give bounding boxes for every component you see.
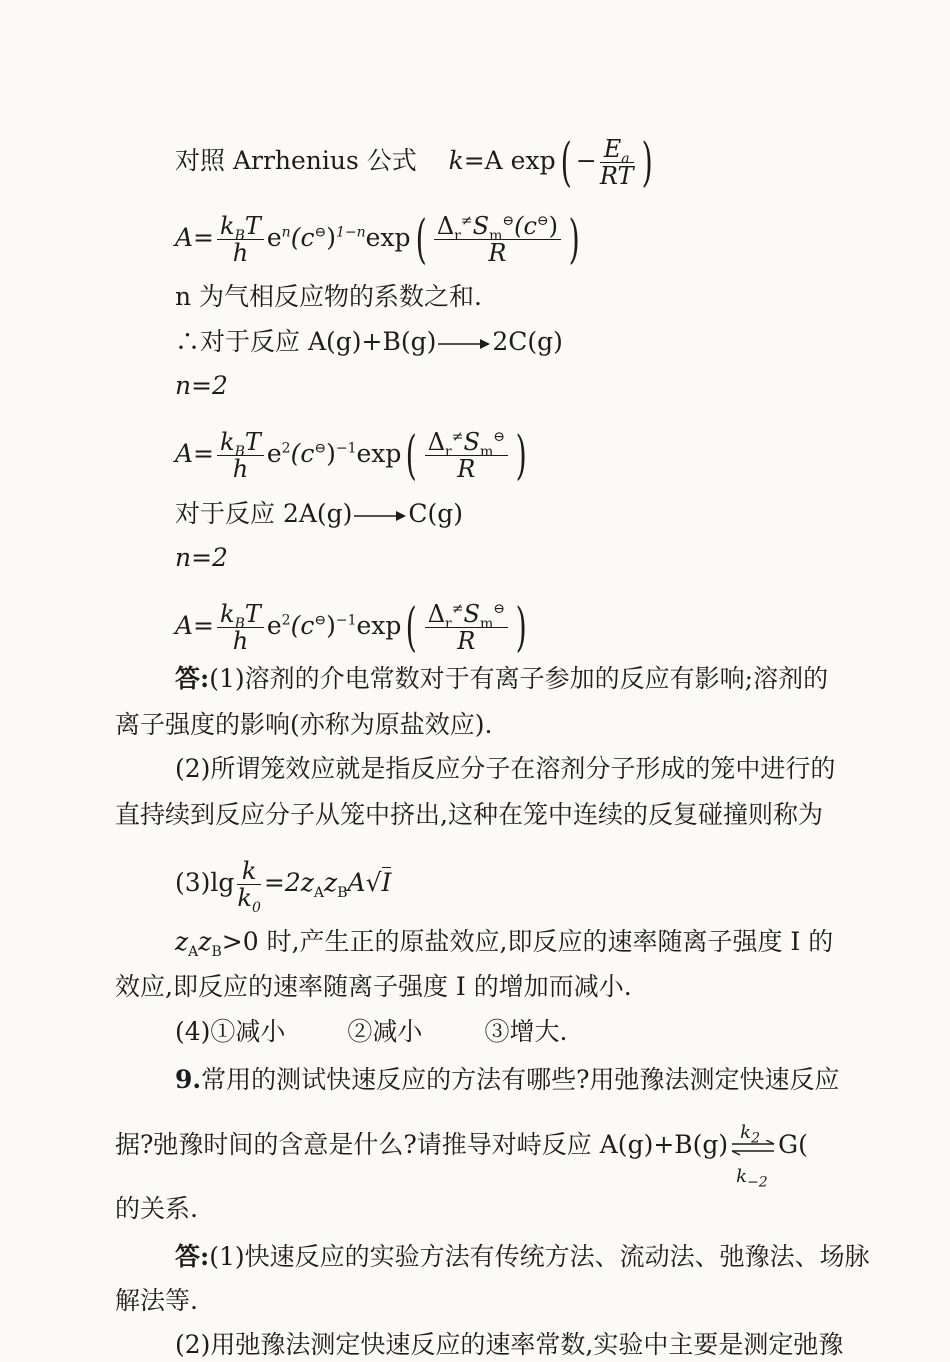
opposing-reaction-product: G(	[778, 1130, 808, 1159]
k2-sub: 2	[751, 1130, 760, 1147]
r-symbol: R	[457, 627, 476, 655]
ea-symbol: E	[603, 135, 622, 163]
kbt-over-h-fraction	[217, 601, 264, 654]
reaction-2-products: C(g)	[408, 499, 464, 528]
left-paren: (	[415, 209, 427, 270]
answer-2-continued: 直持续到反应分子从笼中挤出,这种在笼中连续的反复碰撞则称为	[115, 800, 823, 829]
question-9-text: 常用的测试快速反应的方法有哪些?用弛豫法测定快速反应	[201, 1065, 840, 1094]
delta-sub: r	[445, 443, 452, 460]
delta-sub: r	[454, 227, 461, 244]
s-sup: ⊖	[493, 601, 505, 617]
left-paren: (	[405, 597, 418, 658]
arrhenius-line	[175, 132, 657, 193]
pre-exponential-line-2	[175, 425, 531, 486]
equilibrium-arrow-icon	[730, 1140, 776, 1156]
arrhenius-eq: =A exp	[463, 146, 556, 175]
delta-symbol: Δ	[427, 428, 446, 456]
activation-sup: ≠	[460, 213, 473, 229]
kb-subscript: B	[234, 615, 245, 632]
c-standard: (c	[290, 439, 315, 468]
answer-label: 答:	[175, 664, 210, 693]
c-power: −1	[335, 612, 357, 629]
a-equals: A=	[175, 611, 215, 640]
answer-1-continued: 离子强度的影响(亦称为原盐效应).	[115, 710, 493, 739]
n-equals-2-first: n=2	[175, 371, 228, 400]
s-sub: m	[479, 615, 494, 632]
delta-symbol: Δ	[427, 600, 446, 628]
entropy-over-r-fraction	[434, 213, 561, 266]
sqrt-sign: √	[365, 868, 382, 897]
answer-4-item-2: ②减小	[347, 1017, 423, 1046]
reaction-1-reactants: ∴对于反应 A(g)+B(g)	[175, 327, 437, 356]
reaction-2-reactants: 对于反应 2A(g)	[175, 499, 353, 528]
c-standard-sup: ⊖	[314, 224, 327, 241]
s-sup: ⊖	[493, 429, 505, 445]
arrhenius-label: 对照 Arrhenius 公式	[175, 146, 417, 175]
e-base: e	[266, 223, 282, 252]
r-symbol: R	[457, 455, 476, 483]
question-9-line	[175, 1063, 840, 1097]
left-paren: (	[560, 132, 572, 193]
rt-denominator: RT	[599, 162, 634, 190]
answer-label: 答:	[175, 1242, 210, 1271]
reaction-1-line	[175, 325, 563, 359]
answer-4-item-1: (4)①减小	[175, 1017, 286, 1046]
c-power: −1	[335, 440, 357, 457]
right-paren: )	[568, 209, 580, 270]
delta-sub: r	[445, 615, 452, 632]
opposing-reaction-text: 据?弛豫时间的含意是什么?请推导对峙反应 A(g)+B(g)	[115, 1130, 729, 1159]
c-standard-sup: ⊖	[314, 612, 327, 629]
c-standard: (c	[290, 611, 315, 640]
c-tail-sup: ⊖	[536, 213, 549, 229]
answer-4-item-3: ③增大.	[484, 1017, 568, 1046]
a-equals: A=	[175, 223, 215, 252]
right-paren: )	[515, 425, 527, 486]
reaction-1-products: 2C(g)	[492, 327, 563, 356]
kb-symbol: k	[220, 428, 235, 456]
answer-9-2-line: (2)用弛豫法测定快速反应的速率常数,实验中主要是测定弛豫	[175, 1330, 844, 1359]
e-exponent: 2	[281, 612, 291, 629]
question-9-tail: 的关系.	[115, 1194, 198, 1223]
s-symbol: S	[463, 428, 480, 456]
t-symbol: T	[244, 428, 261, 456]
s-sub: m	[479, 443, 494, 460]
kbt-over-h-fraction	[217, 429, 264, 482]
za-sub: A	[188, 944, 199, 960]
reaction-arrow-icon	[438, 337, 490, 351]
question-9-continued	[115, 1121, 808, 1191]
k-numerator: k	[237, 858, 260, 885]
entropy-over-r-fraction	[425, 601, 508, 654]
s-sub: m	[489, 227, 503, 244]
delta-symbol: Δ	[436, 212, 455, 240]
k0-subscript: 0	[251, 899, 261, 916]
kb-symbol: k	[220, 212, 235, 240]
exp-word: exp	[356, 439, 402, 468]
answer-9-1-line	[175, 1240, 870, 1274]
t-symbol: T	[244, 212, 261, 240]
pre-exponential-line-3	[175, 597, 531, 658]
kb-subscript: B	[234, 443, 245, 460]
c-power: 1−n	[335, 224, 366, 241]
k-over-k0-fraction	[237, 857, 261, 916]
za-sub: A	[313, 885, 325, 901]
e-base: e	[266, 611, 282, 640]
reaction-arrow-icon	[354, 509, 406, 523]
pre-exponential-line-1	[175, 209, 584, 270]
entropy-over-r-fraction	[425, 429, 508, 482]
answer-1-line	[175, 662, 828, 696]
kb-symbol: k	[220, 600, 235, 628]
positive-salt-effect-line	[175, 925, 833, 959]
answer-2-line: (2)所谓笼效应就是指反应分子在溶剂分子形成的笼中进行的	[175, 754, 836, 783]
h-symbol: h	[232, 455, 249, 483]
h-symbol: h	[232, 239, 249, 267]
c-standard: (c	[290, 223, 315, 252]
k-minus-2-symbol: k	[736, 1165, 748, 1187]
answer-9-1-text: (1)快速反应的实验方法有传统方法、流动法、弛豫法、场脉	[209, 1242, 870, 1271]
ea-subscript: a	[621, 150, 630, 167]
activation-sup: ≠	[451, 429, 464, 445]
c-close: )	[326, 223, 336, 252]
gas-coefficient-note: n 为气相反应物的系数之和.	[175, 282, 482, 311]
zb-sub: B	[337, 885, 348, 901]
za-symbol: z	[175, 927, 189, 956]
n-equals-2-second: n=2	[175, 543, 228, 572]
kbt-over-h-fraction	[217, 213, 264, 266]
right-paren: )	[515, 597, 527, 658]
answer-9-1-continued: 解法等.	[115, 1286, 198, 1315]
ea-over-rt-fraction	[600, 136, 634, 189]
zb-symbol: z	[198, 927, 212, 956]
answer-4-line	[175, 1015, 567, 1049]
c-close: )	[326, 611, 336, 640]
k2-symbol: k	[740, 1121, 752, 1143]
lg-label: (3)lg	[175, 868, 235, 897]
reaction-2-line	[175, 497, 463, 531]
zb-sub: B	[211, 944, 222, 960]
s-symbol: S	[463, 600, 480, 628]
right-paren: )	[641, 132, 653, 193]
rhs-start: =2z	[263, 868, 314, 897]
ionic-strength-symbol: I	[381, 868, 392, 897]
r-symbol: R	[488, 239, 507, 267]
e-exponent: 2	[281, 440, 291, 457]
k-minus-2-sub: −2	[747, 1174, 768, 1191]
exp-word: exp	[365, 223, 411, 252]
c-standard-sup: ⊖	[314, 440, 327, 457]
k-symbol: k	[448, 146, 464, 175]
s-symbol: S	[472, 212, 490, 240]
c-close: )	[326, 439, 336, 468]
activation-sup: ≠	[451, 601, 464, 617]
c-tail: (c	[514, 212, 537, 240]
positive-salt-effect-text: >0 时,产生正的原盐效应,即反应的速率随离子强度 I 的	[221, 927, 834, 956]
question-number: 9.	[175, 1065, 202, 1094]
k0-symbol: k	[237, 884, 252, 912]
h-symbol: h	[232, 627, 249, 655]
c-tail-close: )	[548, 212, 558, 240]
t-symbol: T	[244, 600, 261, 628]
answer-3-formula	[175, 857, 392, 916]
minus-sign: −	[575, 146, 597, 175]
zb-symbol: z	[324, 868, 338, 897]
negative-salt-effect-line: 效应,即反应的速率随离子强度 I 的增加而减小.	[115, 972, 632, 1001]
equilibrium-arrows	[730, 1121, 776, 1191]
exp-word: exp	[356, 611, 402, 640]
e-exponent: n	[281, 224, 291, 241]
a-equals: A=	[175, 439, 215, 468]
e-base: e	[266, 439, 282, 468]
left-paren: (	[405, 425, 418, 486]
a-constant: A	[347, 868, 366, 897]
s-sup: ⊖	[502, 213, 515, 229]
kb-subscript: B	[234, 227, 245, 244]
answer-1-text: (1)溶剂的介电常数对于有离子参加的反应有影响;溶剂的	[209, 664, 829, 693]
